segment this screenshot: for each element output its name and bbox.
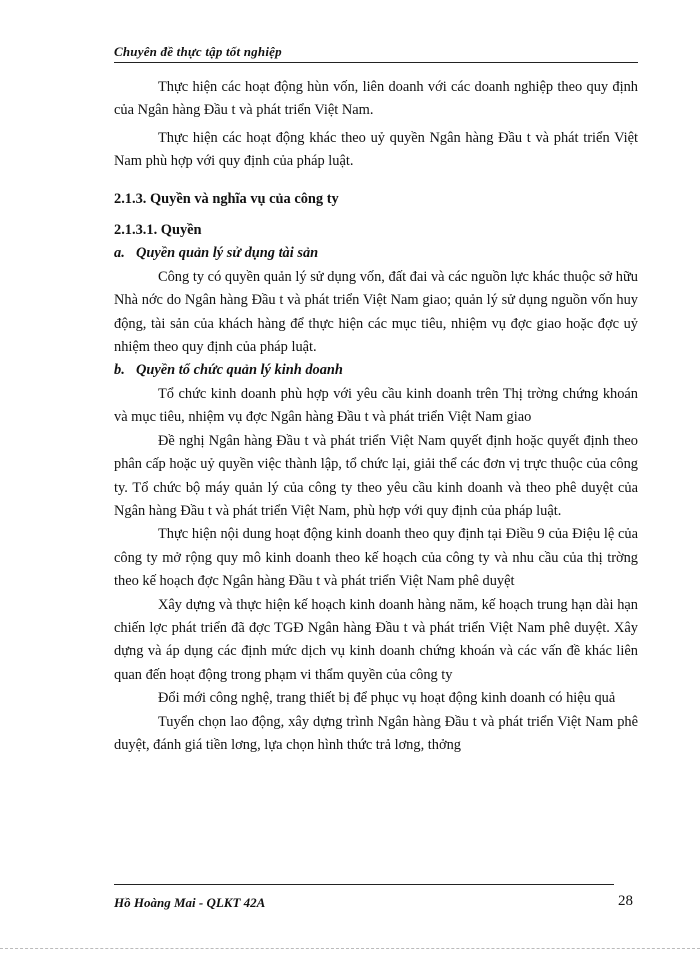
paragraph-8: Đổi mới công nghệ, trang thiết bị để phục vụ hoạt động kinh doanh có hiệu quả	[158, 690, 616, 707]
page-edge-divider	[0, 948, 700, 949]
section-heading-2-1-3: 2.1.3. Quyền và nghĩa vụ của công ty	[114, 190, 339, 207]
section-heading-2-1-3-1: 2.1.3.1. Quyền	[114, 222, 202, 239]
footer-author: Hồ Hoàng Mai - QLKT 42A	[114, 895, 266, 910]
paragraph-7: Xây dựng và thực hiện kế hoạch kinh doanh hàng năm, kế hoạch trung hạn dài hạn chiến lợc phát triển đã đợc TGĐ Ngân hàng Đầu t và phát triển Việt Nam phê duyệt. Xây dựng và áp dụng các định mức dịch vụ kinh doanh chứng khoán và các vấn đề khác liên quan đến hoạt động trong phạm vi thẩm quyền của công ty	[114, 596, 638, 683]
footer-divider	[114, 884, 614, 885]
subheading-a	[114, 242, 638, 265]
page-number: 28	[618, 893, 633, 909]
subheading-a-letter: a.	[114, 245, 125, 262]
paragraph-6: Thực hiện nội dung hoạt động kinh doanh theo quy định tại Điều 9 của Điệu lệ của công ty mở rộng quy mô kinh doanh theo kế hoạch của công ty và nhu cầu của thị trờng theo kế hoạch đợc Ngân hàng Đầu t và phát triển Việt Nam phê duyệt	[114, 526, 638, 590]
paragraph-1: Thực hiện các hoạt động hùn vốn, liên doanh với các doanh nghiệp theo quy định của Ngân hàng Đầu t và phát triển Việt Nam.	[114, 79, 638, 119]
running-header: Chuyên đề thực tập tốt nghiệp	[114, 44, 282, 59]
paragraph-5: Đề nghị Ngân hàng Đầu t và phát triển Việt Nam quyết định hoặc quyết định theo phân cấp hoặc uỷ quyền việc thành lập, tổ chức lại, giải thể các đơn vị trực thuộc của công ty. Tổ chức bộ máy quản lý của công ty theo yêu cầu kinh doanh và theo phê duyệt của Ngân hàng Đầu t và phát triển Việt Nam, phù hợp với quy định của pháp luật.	[114, 432, 638, 519]
subheading-b-letter: b.	[114, 362, 125, 379]
document-body	[114, 76, 638, 757]
paragraph-3: Công ty có quyền quản lý sử dụng vốn, đất đai và các nguồn lực khác thuộc sở hữu Nhà nớc do Ngân hàng Đầu t và phát triển Việt Nam giao; quản lý sử dụng nguồn vốn huy động, tài sản của khách hàng để thực hiện các mục tiêu, nhiệm vụ đợc giao hoặc đợc uỷ nhiệm theo quy định của pháp luật.	[114, 268, 638, 356]
subheading-a-title: Quyền quản lý sử dụng tài sản	[136, 245, 319, 262]
paragraph-4: Tổ chức kinh doanh phù hợp với yêu cầu kinh doanh trên Thị trờng chứng khoán và mục tiêu, nhiệm vụ đợc Ngân hàng Đầu t và phát triển Việt Nam giao	[114, 385, 638, 426]
paragraph-2: Thực hiện các hoạt động khác theo uỷ quyền Ngân hàng Đầu t và phát triển Việt Nam phù hợp với quy định của pháp luật.	[114, 129, 638, 170]
subheading-b-title: Quyền tổ chức quản lý kinh doanh	[136, 362, 343, 379]
paragraph-9: Tuyển chọn lao động, xây dựng trình Ngân hàng Đầu t và phát triển Việt Nam phê duyệt, đánh giá tiền lơng, lựa chọn hình thức trả lơng, thởng	[114, 713, 638, 753]
subheading-b	[114, 359, 638, 382]
header-divider	[114, 62, 638, 63]
